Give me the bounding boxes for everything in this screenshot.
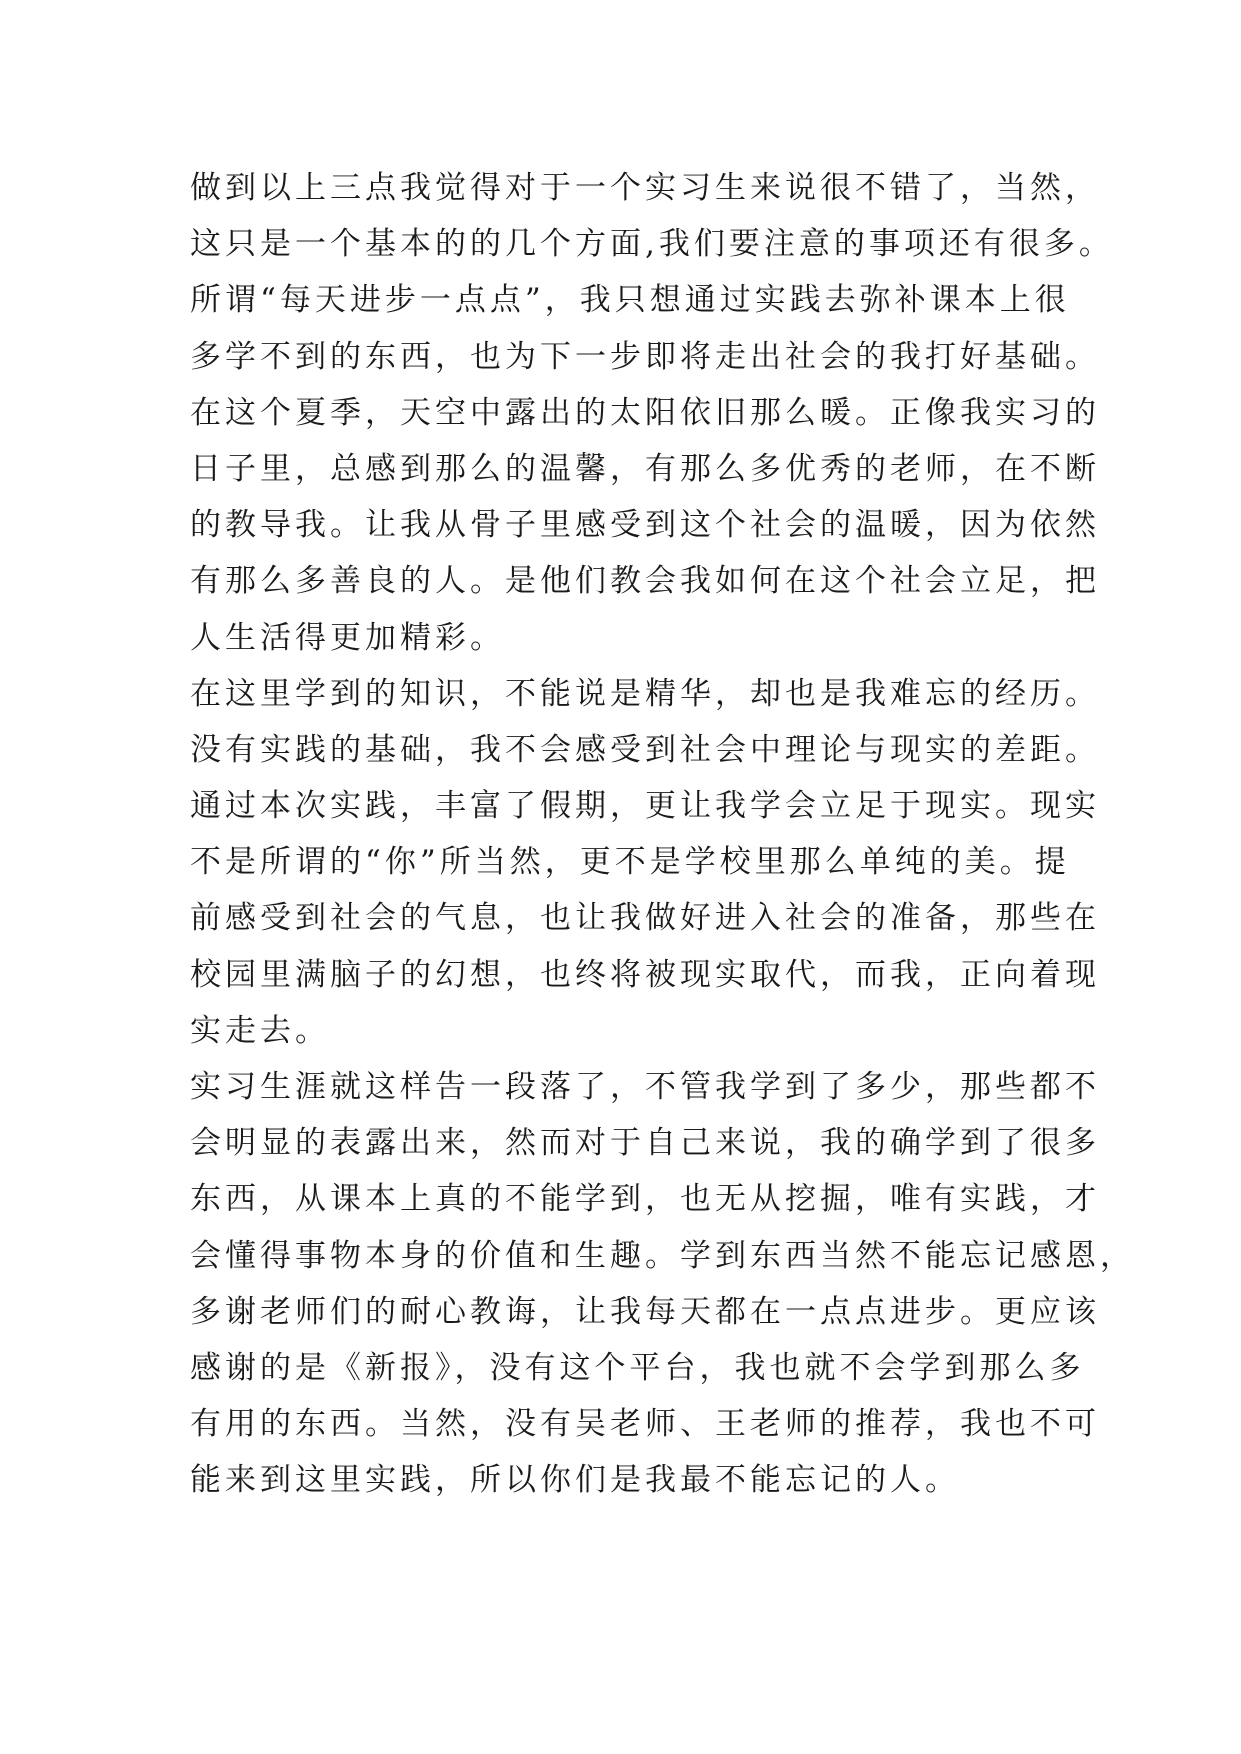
text-line: 不是所谓的“你”所当然，更不是学校里那么单纯的美。提 [190, 844, 1070, 881]
text-line: 实习生涯就这样告一段落了，不管我学到了多少，那些都不 [190, 1069, 1100, 1105]
text-line: 有那么多善良的人。是他们教会我如何在这个社会立足，把 [190, 563, 1100, 600]
text-line: 这只是一个基本的的几个方面,我们要注意的事项还有很多。 [190, 226, 1114, 263]
text-line: 多谢老师们的耐心教诲，让我每天都在一点点进步。更应该 [190, 1293, 1100, 1330]
text-line: 东西，从课本上真的不能学到，也无从挖掘，唯有实践，才 [190, 1181, 1100, 1218]
text-line: 实走去。 [190, 1012, 330, 1049]
text-line: 前感受到社会的气息，也让我做好进入社会的准备，那些在 [190, 900, 1100, 937]
text-line: 通过本次实践，丰富了假期，更让我学会立足于现实。现实 [190, 788, 1100, 825]
text-line: 校园里满脑子的幻想，也终将被现实取代，而我，正向着现 [190, 956, 1100, 993]
text-line: 有用的东西。当然，没有吴老师、王老师的推荐，我也不可 [190, 1406, 1100, 1443]
text-line: 感谢的是《新报》，没有这个平台，我也就不会学到那么多 [190, 1349, 1085, 1386]
text-line: 能来到这里实践，所以你们是我最不能忘记的人。 [190, 1462, 960, 1499]
text-line: 多学不到的东西，也为下一步即将走出社会的我打好基础。 [190, 338, 1100, 375]
text-line: 会明显的表露出来，然而对于自己来说，我的确学到了很多 [190, 1125, 1100, 1162]
text-line: 没有实践的基础，我不会感受到社会中理论与现实的差距。 [190, 731, 1100, 768]
text-line: 的教导我。让我从骨子里感受到这个社会的温暖，因为依然 [190, 507, 1100, 544]
text-line: 会懂得事物本身的价值和生趣。学到东西当然不能忘记感恩， [190, 1237, 1135, 1274]
text-line: 日子里，总感到那么的温馨，有那么多优秀的老师，在不断 [190, 450, 1100, 487]
text-line: 人生活得更加精彩。 [190, 619, 505, 656]
document-body [190, 160, 1135, 1509]
text-line: 所谓“每天进步一点点”，我只想通过实践去弥补课本上很 [190, 282, 1070, 319]
text-line: 做到以上三点我觉得对于一个实习生来说很不错了，当然， [190, 170, 1100, 206]
text-line: 在这里学到的知识，不能说是精华，却也是我难忘的经历。 [190, 675, 1100, 712]
text-line: 在这个夏季，天空中露出的太阳依旧那么暖。正像我实习的 [190, 394, 1100, 431]
